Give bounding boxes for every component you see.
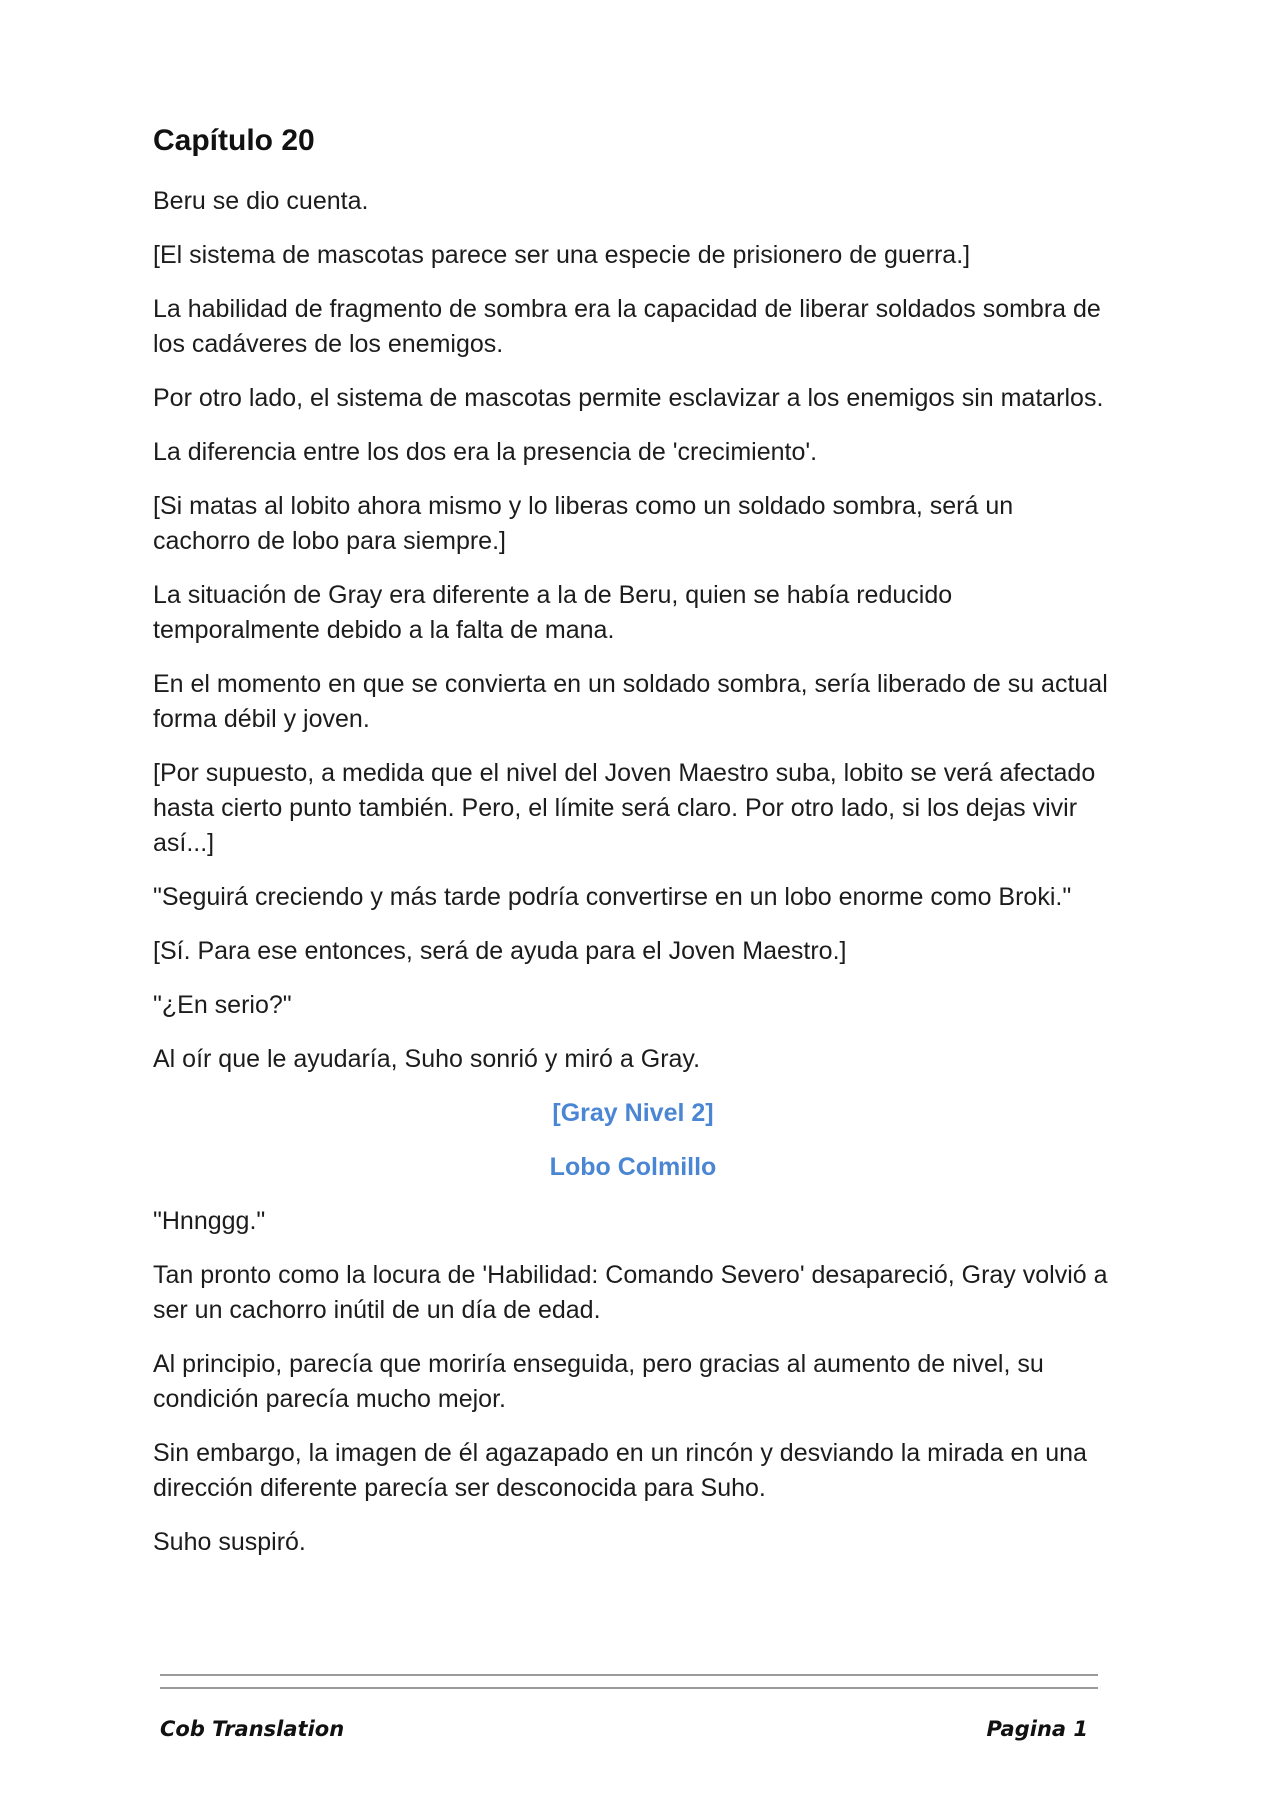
paragraph: Por otro lado, el sistema de mascotas permite esclavizar a los enemigos sin matarlos. xyxy=(153,384,1104,412)
paragraph: Tan pronto como la locura de 'Habilidad: Comando Severo' desapareció, Gray volvió a ser un cachorro inútil de un día de edad. xyxy=(153,1261,1108,1324)
paragraph: Suho suspiró. xyxy=(153,1528,306,1556)
chapter-title: Capítulo 20 xyxy=(153,124,315,157)
footer-divider-bottom xyxy=(160,1687,1098,1689)
status-box-title: [Gray Nivel 2] xyxy=(552,1099,714,1127)
paragraph: Sin embargo, la imagen de él agazapado en un rincón y desviando la mirada en una dirección diferente parecía ser desconocida para Suho. xyxy=(153,1439,1087,1502)
paragraph: La situación de Gray era diferente a la de Beru, quien se había reducido temporalmente debido a la falta de mana. xyxy=(153,581,953,644)
paragraph: La habilidad de fragmento de sombra era la capacidad de liberar soldados sombra de los cadáveres de los enemigos. xyxy=(153,295,1101,358)
paragraph: Al principio, parecía que moriría enseguida, pero gracias al aumento de nivel, su condición parecía mucho mejor. xyxy=(153,1350,1044,1413)
paragraph: [Por supuesto, a medida que el nivel del Joven Maestro suba, lobito se verá afectado hasta cierto punto también. Pero, el límite será claro. Por otro lado, si los dejas vivir así...] xyxy=(153,759,1096,857)
page-content xyxy=(153,118,1113,1579)
paragraph: La diferencia entre los dos era la presencia de 'crecimiento'. xyxy=(153,438,818,466)
paragraph: [El sistema de mascotas parece ser una especie de prisionero de guerra.] xyxy=(153,241,971,269)
paragraph: "¿En serio?" xyxy=(153,991,292,1019)
paragraph: "Seguirá creciendo y más tarde podría convertirse en un lobo enorme como Broki." xyxy=(153,883,1072,911)
paragraph: Beru se dio cuenta. xyxy=(153,187,369,215)
paragraph: En el momento en que se convierta en un soldado sombra, sería liberado de su actual forma débil y joven. xyxy=(153,670,1108,733)
status-box-subtitle: Lobo Colmillo xyxy=(549,1153,717,1181)
paragraph: "Hnnggg." xyxy=(153,1207,266,1235)
footer-page-number: Pagina 1 xyxy=(986,1717,1088,1741)
footer-divider-top xyxy=(160,1674,1098,1676)
paragraph: Al oír que le ayudaría, Suho sonrió y miró a Gray. xyxy=(153,1045,701,1073)
footer-credit: Cob Translation xyxy=(160,1717,345,1741)
paragraph: [Sí. Para ese entonces, será de ayuda para el Joven Maestro.] xyxy=(153,937,847,965)
paragraph: [Si matas al lobito ahora mismo y lo liberas como un soldado sombra, será un cachorro de lobo para siempre.] xyxy=(153,492,1014,555)
